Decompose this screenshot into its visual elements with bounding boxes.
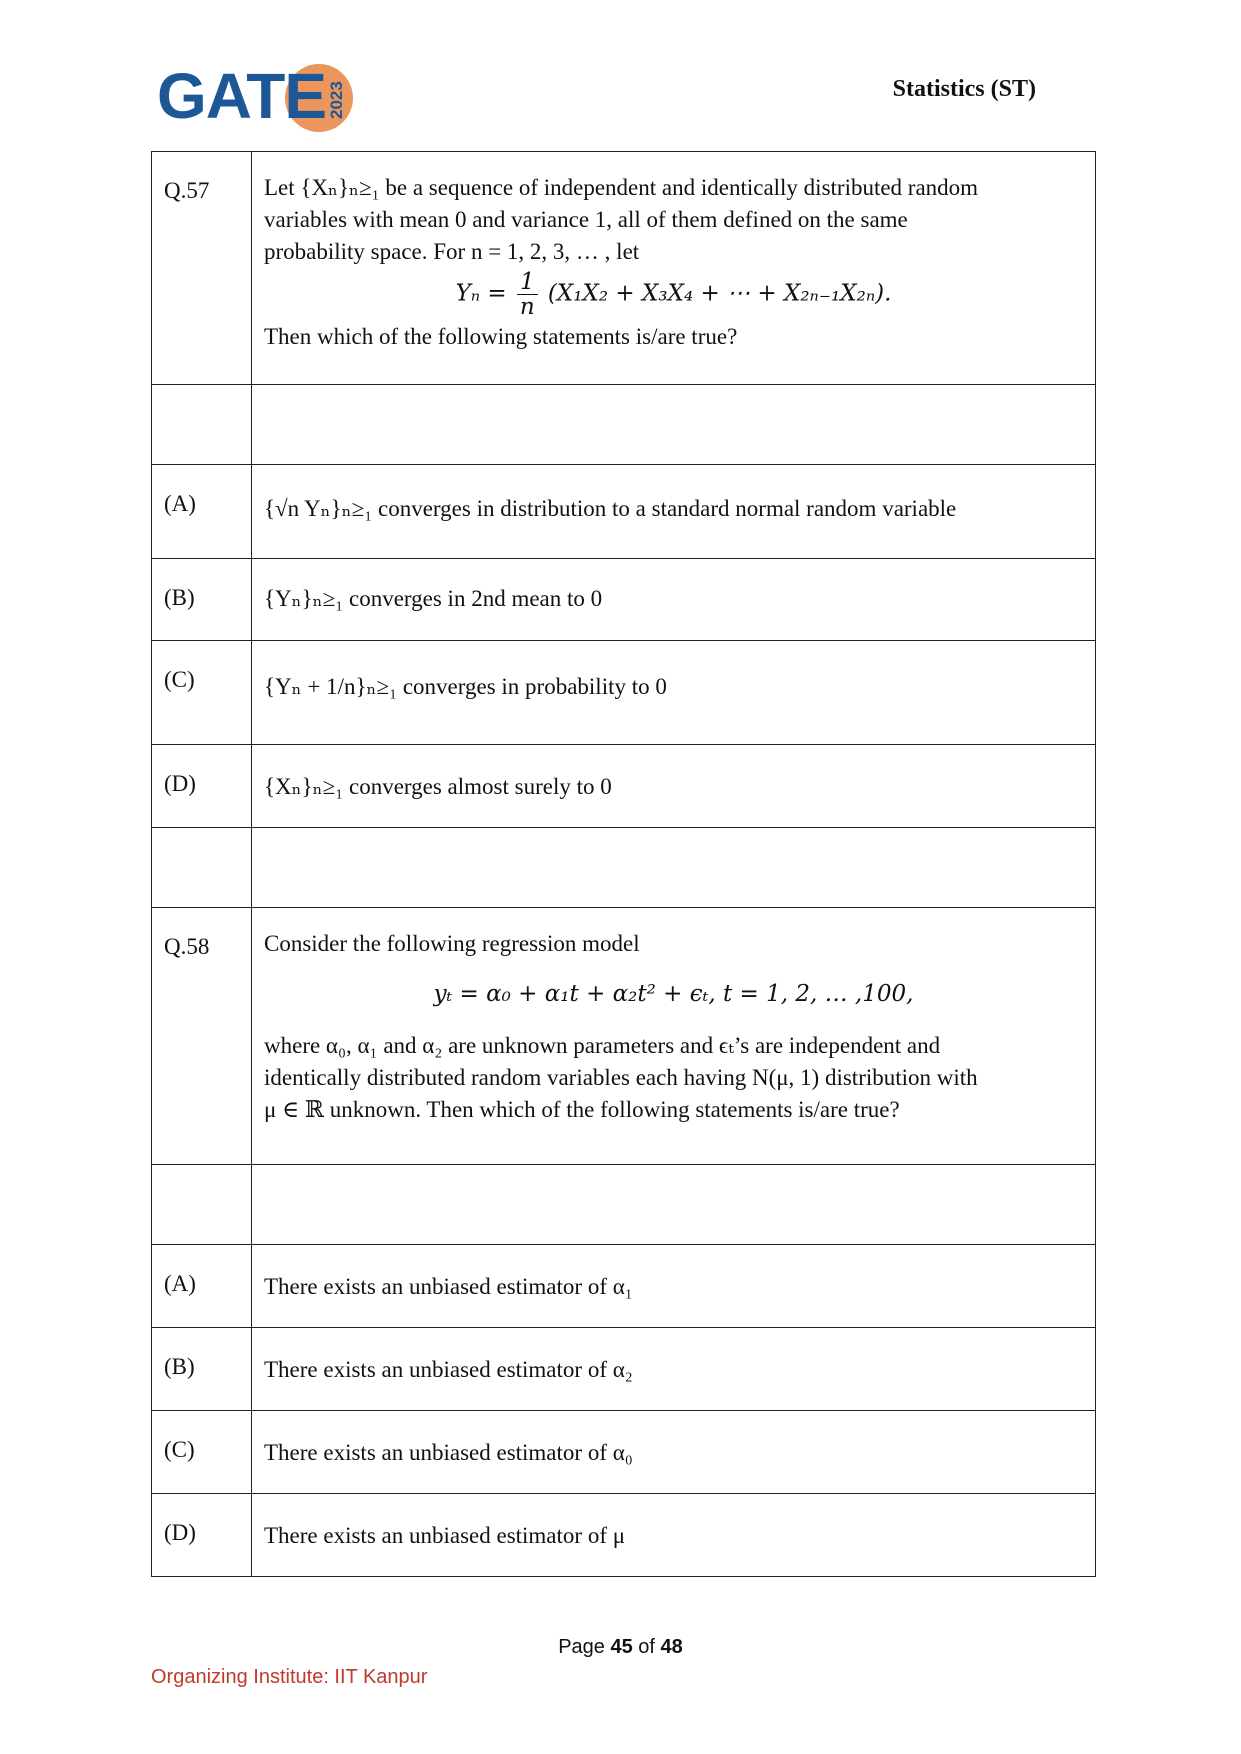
spacer-cell	[252, 1165, 1096, 1245]
formula	[264, 270, 1083, 319]
stem-line: probability space. For n = 1, 2, 3, … , let	[264, 239, 640, 264]
stem-line: where α₀, α₁ and α₂ are unknown parameters and ϵₜ’s are independent and	[264, 1033, 941, 1058]
option-label: (A)	[152, 465, 252, 559]
option-label: (A)	[152, 1245, 252, 1328]
option-text: There exists an unbiased estimator of α₂	[252, 1328, 1096, 1411]
option-label: (C)	[152, 1411, 252, 1494]
option-text: There exists an unbiased estimator of α₀	[252, 1411, 1096, 1494]
option-text: There exists an unbiased estimator of μ	[252, 1494, 1096, 1577]
option-text: {√n Yₙ}ₙ≥₁ converges in distribution to a standard normal random variable	[252, 465, 1096, 559]
paper-subject: Statistics (ST)	[892, 76, 1036, 102]
option-label: (D)	[152, 745, 252, 828]
question-number: Q.57	[152, 152, 252, 385]
stem-line: identically distributed random variables each having N(μ, 1) distribution with	[264, 1065, 978, 1090]
stem-line: μ ∈ ℝ unknown. Then which of the following statements is/are true?	[264, 1097, 900, 1122]
organizing-institute: Organizing Institute: IIT Kanpur	[151, 1666, 428, 1688]
formula-lhs: Yₙ =	[455, 280, 507, 307]
option-text: There exists an unbiased estimator of α₁	[252, 1245, 1096, 1328]
fraction	[517, 270, 538, 319]
stem-line: Let {Xₙ}ₙ≥₁ be a sequence of independent and identically distributed random	[264, 175, 979, 200]
spacer-cell	[152, 828, 252, 908]
option-label: (B)	[152, 559, 252, 641]
page-total: 48	[660, 1636, 683, 1658]
question-stem	[252, 152, 1096, 385]
page-of: of	[638, 1636, 655, 1658]
stem-line: Consider the following regression model	[264, 931, 640, 956]
page-number	[0, 1636, 1241, 1659]
logo-text: GATE	[157, 60, 327, 132]
question-stem	[252, 908, 1096, 1165]
gate-logo	[157, 58, 357, 138]
option-text: {Xₙ}ₙ≥₁ converges almost surely to 0	[252, 745, 1096, 828]
option-text: {Yₙ}ₙ≥₁ converges in 2nd mean to 0	[252, 559, 1096, 641]
spacer-cell	[152, 1165, 252, 1245]
option-label: (D)	[152, 1494, 252, 1577]
question-number: Q.58	[152, 908, 252, 1165]
spacer-cell	[252, 828, 1096, 908]
fraction-denominator: n	[519, 294, 535, 320]
option-label: (C)	[152, 641, 252, 745]
question-table	[151, 151, 1096, 1577]
spacer-cell	[252, 385, 1096, 465]
option-label: (B)	[152, 1328, 252, 1411]
spacer-cell	[152, 385, 252, 465]
page-prefix: Page	[558, 1636, 605, 1658]
page-current: 45	[610, 1636, 633, 1658]
stem-question: Then which of the following statements is/are true?	[264, 324, 738, 349]
logo-year: 2023	[327, 81, 346, 119]
stem-line: variables with mean 0 and variance 1, all of them defined on the same	[264, 207, 908, 232]
formula-rhs: (X₁X₂ + X₃X₄ + ⋯ + X₂ₙ₋₁X₂ₙ).	[547, 280, 892, 307]
fraction-numerator: 1	[517, 270, 538, 295]
option-text: {Yₙ + 1/n}ₙ≥₁ converges in probability to 0	[252, 641, 1096, 745]
formula: yₜ = α₀ + α₁t + α₂t² + ϵₜ, t = 1, 2, … ,100,	[433, 981, 914, 1007]
